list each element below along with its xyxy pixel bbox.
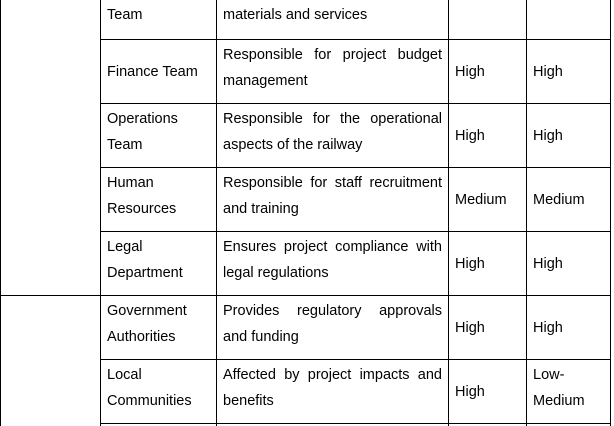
stakeholder-role: Affected by project impacts and benefits — [223, 367, 442, 409]
row-divider — [100, 423, 611, 424]
stakeholder-name: Legal Department — [107, 239, 183, 281]
interest-level: Medium — [533, 191, 585, 208]
influence-level: High — [455, 319, 485, 336]
row-divider — [100, 359, 611, 360]
stakeholder-role: Responsible for staff recruitment and training — [223, 175, 442, 217]
column-divider-2 — [216, 0, 217, 426]
column-divider-1 — [100, 0, 101, 426]
table-border-left — [0, 0, 1, 426]
column-divider-3 — [448, 0, 449, 426]
stakeholder-role: Provides regulatory approvals and funding — [223, 303, 442, 345]
influence-level: High — [455, 383, 485, 400]
stakeholder-name: Finance Team — [107, 63, 198, 80]
table-border-right — [610, 0, 611, 426]
influence-level: Medium — [455, 191, 507, 208]
influence-level: High — [455, 63, 485, 80]
interest-level: High — [533, 127, 563, 144]
stakeholder-name: Human Resources — [107, 175, 177, 217]
stakeholder-role: Ensures project compliance with legal regulations — [223, 239, 442, 281]
stakeholder-name: Operations Team — [107, 111, 178, 153]
stakeholder-role: Responsible for the operational aspects of the railway — [223, 111, 442, 153]
influence-level: High — [455, 255, 485, 272]
stakeholder-name: Team — [107, 7, 143, 23]
stakeholder-role: materials and services — [223, 7, 368, 23]
interest-level: High — [533, 319, 563, 336]
stakeholder-name: Government Authorities — [107, 303, 187, 345]
column-divider-4 — [526, 0, 527, 426]
influence-level: High — [455, 127, 485, 144]
interest-level: Low-Medium — [533, 367, 585, 409]
interest-level: High — [533, 63, 563, 80]
interest-level: High — [533, 255, 563, 272]
stakeholder-name: Local Communities — [107, 367, 192, 409]
stakeholder-role: Responsible for project budget management — [223, 47, 442, 89]
